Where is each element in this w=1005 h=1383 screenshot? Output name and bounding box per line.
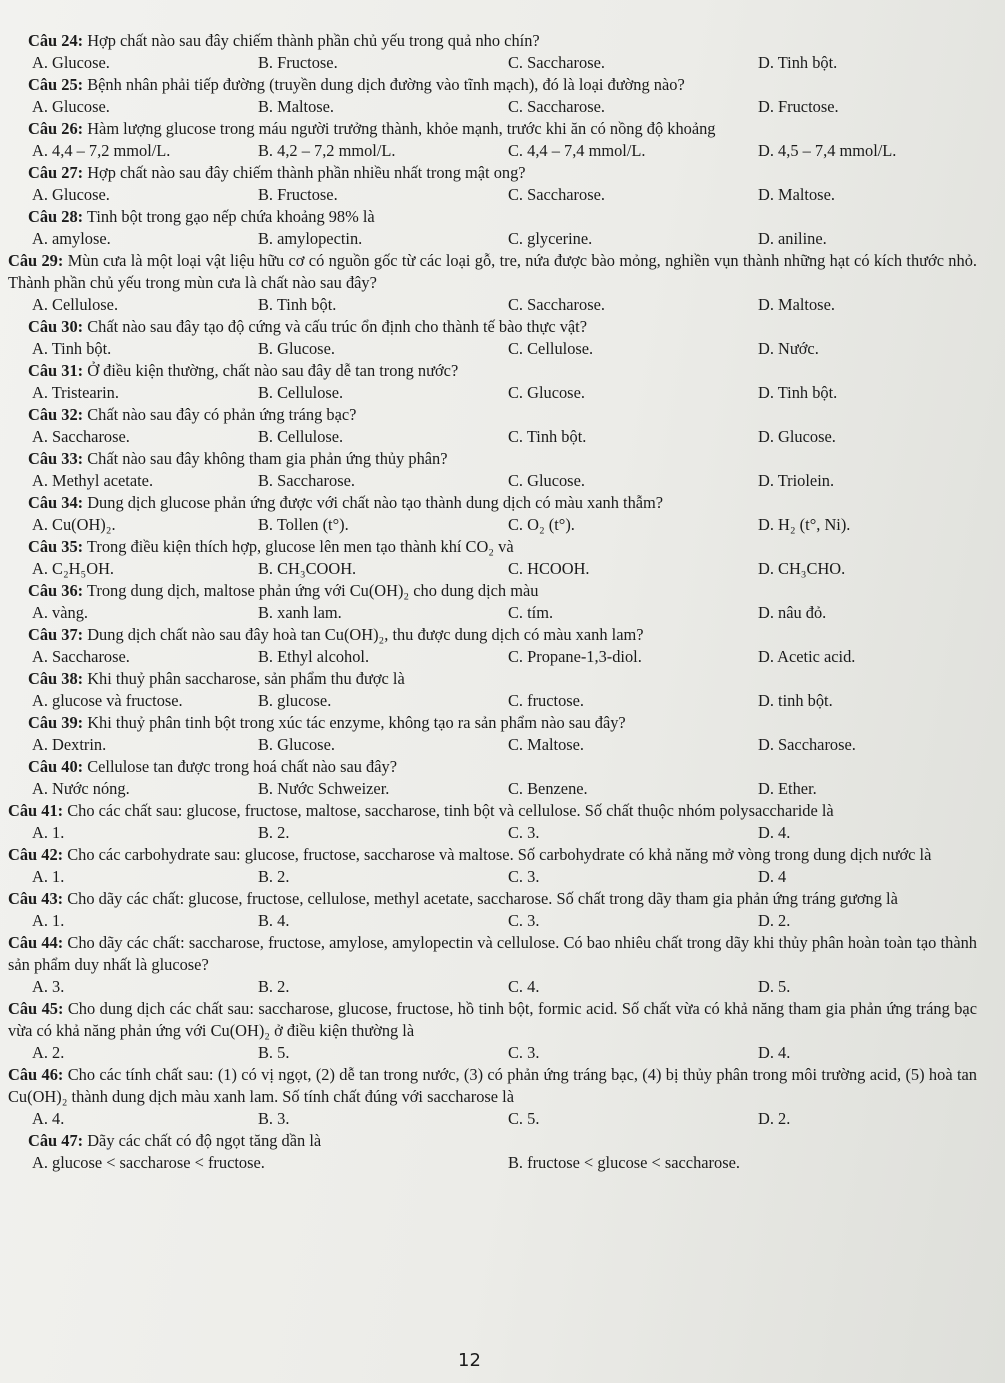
question	[8, 668, 977, 712]
answer-option: A. Dextrin.	[32, 735, 107, 754]
answer-option: D. Maltose.	[758, 185, 835, 204]
question-stem	[8, 844, 977, 866]
question	[8, 404, 977, 448]
answer-option: C. tím.	[508, 603, 554, 622]
question-number: Câu 28:	[28, 207, 84, 226]
question	[8, 624, 977, 668]
question-text: Trong điều kiện thích hợp, glucose lên men tạo thành khí CO₂ và	[86, 537, 514, 556]
question-text: Hàm lượng glucose trong máu người trưởng thành, khỏe mạnh, trước khi ăn có nồng độ khoảng	[87, 119, 716, 138]
question-stem	[8, 800, 977, 822]
answer-option: C. Cellulose.	[508, 339, 594, 358]
answer-options	[8, 426, 977, 448]
question-number: Câu 24:	[28, 31, 84, 50]
answer-options	[8, 690, 977, 712]
answer-option: A. 4.	[32, 1109, 65, 1128]
question-text: Khi thuỷ phân tinh bột trong xúc tác enzyme, không tạo ra sản phẩm nào sau đây?	[87, 713, 626, 732]
question	[8, 888, 977, 932]
answer-options	[8, 866, 977, 888]
question-text: Cho dung dịch các chất sau: saccharose, glucose, fructose, hồ tinh bột, formic acid. Số chất vừa có khả năng tham gia phản ứng tráng bạc vừa có khả năng phản ứng với Cu(OH)₂ ở điều kiện thường là	[8, 999, 977, 1040]
question	[8, 844, 977, 888]
answer-option: B. Tinh bột.	[258, 295, 337, 314]
answer-options	[8, 184, 977, 206]
answer-option: B. xanh lam.	[258, 603, 342, 622]
question	[8, 580, 977, 624]
answer-option: C. Saccharose.	[508, 97, 605, 116]
question-text: Tinh bột trong gạo nếp chứa khoảng 98% là	[86, 207, 375, 226]
answer-options	[8, 470, 977, 492]
answer-option: B. Tollen (t°).	[258, 515, 349, 534]
question	[8, 536, 977, 580]
question-stem	[8, 756, 977, 778]
question-text: Chất nào sau đây không tham gia phản ứng thủy phân?	[87, 449, 448, 468]
answer-option: A. amylose.	[32, 229, 111, 248]
answer-option: A. 1.	[32, 911, 65, 930]
question-stem	[8, 162, 977, 184]
question	[8, 998, 977, 1064]
answer-option: D. aniline.	[758, 229, 827, 248]
question-text: Mùn cưa là một loại vật liệu hữu cơ có nguồn gốc từ các loại gỗ, tre, nứa được bào mỏng, nghiền vụn thành những hạt có kích thước nhỏ. Thành phần chủ yếu trong mùn cưa là chất nào sau đây?	[8, 251, 977, 292]
answer-option: D. nâu đỏ.	[758, 603, 827, 622]
answer-option: C. Glucose.	[508, 383, 585, 402]
question-text: Cho dãy các chất: glucose, fructose, cellulose, methyl acetate, saccharose. Số chất trong dãy tham gia phản ứng tráng gương là	[67, 889, 898, 908]
answer-option: A. 3.	[32, 977, 65, 996]
answer-option: D. 4,5 – 7,4 mmol/L.	[758, 141, 897, 160]
question-number: Câu 38:	[28, 669, 84, 688]
question-stem	[8, 74, 977, 96]
question	[8, 316, 977, 360]
question-stem	[8, 932, 977, 976]
question-stem	[8, 492, 977, 514]
answer-option: B. Cellulose.	[258, 427, 344, 446]
answer-option: D. 4.	[758, 1043, 791, 1062]
question	[8, 360, 977, 404]
question-text: Chất nào sau đây có phản ứng tráng bạc?	[87, 405, 357, 424]
question-stem	[8, 712, 977, 734]
question-number: Câu 43:	[8, 889, 64, 908]
question-list	[8, 30, 977, 1174]
answer-option: B. Cellulose.	[258, 383, 344, 402]
question-text: Dãy các chất có độ ngọt tăng dần là	[87, 1131, 322, 1150]
answer-option: C. Propane-1,3-diol.	[508, 647, 642, 666]
question-stem	[8, 998, 977, 1042]
question-number: Câu 29:	[8, 251, 64, 270]
question-text: Cho dãy các chất: saccharose, fructose, amylose, amylopectin và cellulose. Có bao nhiêu chất trong dãy khi thủy phân hoàn toàn tạo thành sản phẩm duy nhất là glucose?	[8, 933, 977, 974]
question-text: Hợp chất nào sau đây chiếm thành phần nhiều nhất trong mật ong?	[87, 163, 526, 182]
answer-option: A. Saccharose.	[32, 427, 130, 446]
question-stem	[8, 404, 977, 426]
answer-option: C. HCOOH.	[508, 559, 590, 578]
question	[8, 712, 977, 756]
question-stem	[8, 206, 977, 228]
answer-option: A. Cellulose.	[32, 295, 119, 314]
answer-option: C. 4.	[508, 977, 540, 996]
answer-option: B. Nước Schweizer.	[258, 779, 390, 798]
question-stem	[8, 250, 977, 294]
answer-option: B. Saccharose.	[258, 471, 355, 490]
question-text: Chất nào sau đây tạo độ cứng và cấu trúc ổn định cho thành tế bào thực vật?	[87, 317, 587, 336]
answer-option: A. C₂H₅OH.	[32, 559, 115, 578]
answer-option: D. Saccharose.	[758, 735, 856, 754]
question-text: Cho các carbohydrate sau: glucose, fructose, saccharose và maltose. Số carbohydrate có khả năng mở vòng trong dung dịch nước là	[67, 845, 932, 864]
answer-option: D. Ether.	[758, 779, 817, 798]
answer-option: A. 2.	[32, 1043, 65, 1062]
question-number: Câu 42:	[8, 845, 64, 864]
answer-option: D. 4	[758, 867, 787, 886]
question-number: Câu 33:	[28, 449, 84, 468]
answer-options	[8, 52, 977, 74]
question-number: Câu 40:	[28, 757, 84, 776]
question	[8, 756, 977, 800]
answer-option: A. Tristearin.	[32, 383, 119, 402]
question-stem	[8, 536, 977, 558]
question-number: Câu 41:	[8, 801, 64, 820]
question-stem	[8, 624, 977, 646]
question	[8, 1130, 977, 1174]
answer-option: B. 4,2 – 7,2 mmol/L.	[258, 141, 396, 160]
answer-options	[8, 1108, 977, 1130]
question-stem	[8, 448, 977, 470]
answer-options	[8, 338, 977, 360]
question-stem	[8, 668, 977, 690]
question	[8, 30, 977, 74]
answer-option: A. 4,4 – 7,2 mmol/L.	[32, 141, 171, 160]
answer-option: A. 1.	[32, 823, 65, 842]
question-stem	[8, 888, 977, 910]
answer-option: C. Tinh bột.	[508, 427, 587, 446]
question-number: Câu 45:	[8, 999, 64, 1018]
answer-options	[8, 294, 977, 316]
answer-option: C. fructose.	[508, 691, 585, 710]
question	[8, 492, 977, 536]
answer-option: C. Maltose.	[508, 735, 585, 754]
answer-option: C. glycerine.	[508, 229, 593, 248]
question-number: Câu 32:	[28, 405, 84, 424]
answer-option: D. 2.	[758, 911, 791, 930]
answer-option: B. Ethyl alcohol.	[258, 647, 370, 666]
answer-option: D. Fructose.	[758, 97, 839, 116]
question-text: Trong dung dịch, maltose phản ứng với Cu(OH)₂ cho dung dịch màu	[86, 581, 539, 600]
answer-option: C. 3.	[508, 867, 540, 886]
page-number: 12	[458, 1350, 481, 1371]
answer-options	[8, 602, 977, 624]
question-stem	[8, 580, 977, 602]
question-text: Dung dịch glucose phản ứng được với chất nào tạo thành dung dịch có màu xanh thẫm?	[87, 493, 664, 512]
answer-option: A. glucose và fructose.	[32, 691, 183, 710]
question-text: Khi thuỷ phân saccharose, sản phẩm thu được là	[87, 669, 405, 688]
answer-option: B. fructose < glucose < saccharose.	[508, 1153, 740, 1172]
answer-option: B. Fructose.	[258, 53, 338, 72]
answer-option: A. vàng.	[32, 603, 88, 622]
answer-option: C. 4,4 – 7,4 mmol/L.	[508, 141, 646, 160]
question-text: Cellulose tan được trong hoá chất nào sau đây?	[87, 757, 397, 776]
question-number: Câu 34:	[28, 493, 84, 512]
question-stem	[8, 1130, 977, 1152]
answer-options	[8, 910, 977, 932]
answer-option: B. 2.	[258, 823, 290, 842]
answer-option: D. H₂ (t°, Ni).	[758, 515, 851, 534]
answer-options	[8, 646, 977, 668]
question-text: Dung dịch chất nào sau đây hoà tan Cu(OH)₂, thu được dung dịch có màu xanh lam?	[87, 625, 644, 644]
answer-option: A. Saccharose.	[32, 647, 130, 666]
answer-option: A. Glucose.	[32, 97, 110, 116]
answer-option: A. Glucose.	[32, 53, 110, 72]
question-text: Hợp chất nào sau đây chiếm thành phần chủ yếu trong quả nho chín?	[87, 31, 540, 50]
answer-option: B. glucose.	[258, 691, 332, 710]
answer-options	[8, 558, 977, 580]
question-number: Câu 36:	[28, 581, 84, 600]
answer-option: A. Tinh bột.	[32, 339, 112, 358]
question-number: Câu 30:	[28, 317, 84, 336]
question	[8, 448, 977, 492]
answer-option: B. 2.	[258, 867, 290, 886]
answer-options	[8, 382, 977, 404]
question	[8, 1064, 977, 1130]
answer-options	[8, 1152, 977, 1174]
answer-option: A. Nước nóng.	[32, 779, 130, 798]
answer-option: B. Fructose.	[258, 185, 338, 204]
answer-option: D. 5.	[758, 977, 791, 996]
question-text: Ở điều kiện thường, chất nào sau đây dễ tan trong nước?	[87, 361, 459, 380]
answer-option: C. Saccharose.	[508, 185, 605, 204]
question-number: Câu 26:	[28, 119, 84, 138]
question	[8, 206, 977, 250]
question-number: Câu 39:	[28, 713, 84, 732]
question-number: Câu 27:	[28, 163, 84, 182]
answer-options	[8, 1042, 977, 1064]
answer-option: B. Maltose.	[258, 97, 335, 116]
question	[8, 250, 977, 316]
question-text: Cho các tính chất sau: (1) có vị ngọt, (2) dễ tan trong nước, (3) có phản ứng tráng bạc, (4) bị thủy phân trong môi trường acid, (5) hoà tan Cu(OH)₂ thành dung dịch màu xanh lam. Số tính chất đúng với saccharose là	[8, 1065, 977, 1106]
answer-options	[8, 822, 977, 844]
question-stem	[8, 1064, 977, 1108]
answer-option: B. 2.	[258, 977, 290, 996]
answer-option: C. 3.	[508, 1043, 540, 1062]
answer-option: C. 3.	[508, 823, 540, 842]
question	[8, 74, 977, 118]
question-number: Câu 25:	[28, 75, 84, 94]
answer-option: A. Methyl acetate.	[32, 471, 154, 490]
answer-option: D. Triolein.	[758, 471, 835, 490]
answer-option: B. amylopectin.	[258, 229, 363, 248]
question-stem	[8, 118, 977, 140]
answer-option: D. 4.	[758, 823, 791, 842]
answer-option: A. Glucose.	[32, 185, 110, 204]
answer-option: C. 5.	[508, 1109, 540, 1128]
answer-options	[8, 140, 977, 162]
question-number: Câu 47:	[28, 1131, 84, 1150]
answer-option: C. Saccharose.	[508, 295, 605, 314]
answer-option: B. 4.	[258, 911, 290, 930]
answer-options	[8, 734, 977, 756]
question	[8, 162, 977, 206]
answer-options	[8, 976, 977, 998]
question-stem	[8, 360, 977, 382]
answer-option: A. Cu(OH)₂.	[32, 515, 116, 534]
answer-option: D. 2.	[758, 1109, 791, 1128]
answer-option: B. Glucose.	[258, 735, 335, 754]
answer-option: D. Glucose.	[758, 427, 836, 446]
answer-option: B. 5.	[258, 1043, 290, 1062]
answer-option: C. Saccharose.	[508, 53, 605, 72]
answer-option: A. 1.	[32, 867, 65, 886]
question-text: Cho các chất sau: glucose, fructose, maltose, saccharose, tinh bột và cellulose. Số chất thuộc nhóm polysaccharide là	[67, 801, 834, 820]
answer-option: C. O₂ (t°).	[508, 515, 575, 534]
answer-option: B. CH₃COOH.	[258, 559, 357, 578]
answer-option: D. Nước.	[758, 339, 819, 358]
answer-option: A. glucose < saccharose < fructose.	[32, 1153, 265, 1172]
answer-option: B. Glucose.	[258, 339, 335, 358]
question-text: Bệnh nhân phải tiếp đường (truyền dung dịch đường vào tĩnh mạch), đó là loại đường nào?	[87, 75, 685, 94]
question-stem	[8, 30, 977, 52]
question-number: Câu 46:	[8, 1065, 64, 1084]
answer-option: D. Tinh bột.	[758, 53, 838, 72]
answer-option: C. Glucose.	[508, 471, 585, 490]
answer-options	[8, 228, 977, 250]
question	[8, 800, 977, 844]
answer-option: D. Maltose.	[758, 295, 835, 314]
answer-option: B. 3.	[258, 1109, 290, 1128]
question	[8, 932, 977, 998]
question-number: Câu 31:	[28, 361, 84, 380]
answer-option: D. CH₃CHO.	[758, 559, 846, 578]
question-number: Câu 37:	[28, 625, 84, 644]
answer-option: D. Tinh bột.	[758, 383, 838, 402]
answer-option: C. 3.	[508, 911, 540, 930]
answer-options	[8, 514, 977, 536]
answer-option: D. tinh bột.	[758, 691, 833, 710]
question-stem	[8, 316, 977, 338]
answer-option: C. Benzene.	[508, 779, 588, 798]
question-number: Câu 35:	[28, 537, 84, 556]
question-number: Câu 44:	[8, 933, 64, 952]
answer-options	[8, 778, 977, 800]
answer-options	[8, 96, 977, 118]
question	[8, 118, 977, 162]
answer-option: D. Acetic acid.	[758, 647, 856, 666]
